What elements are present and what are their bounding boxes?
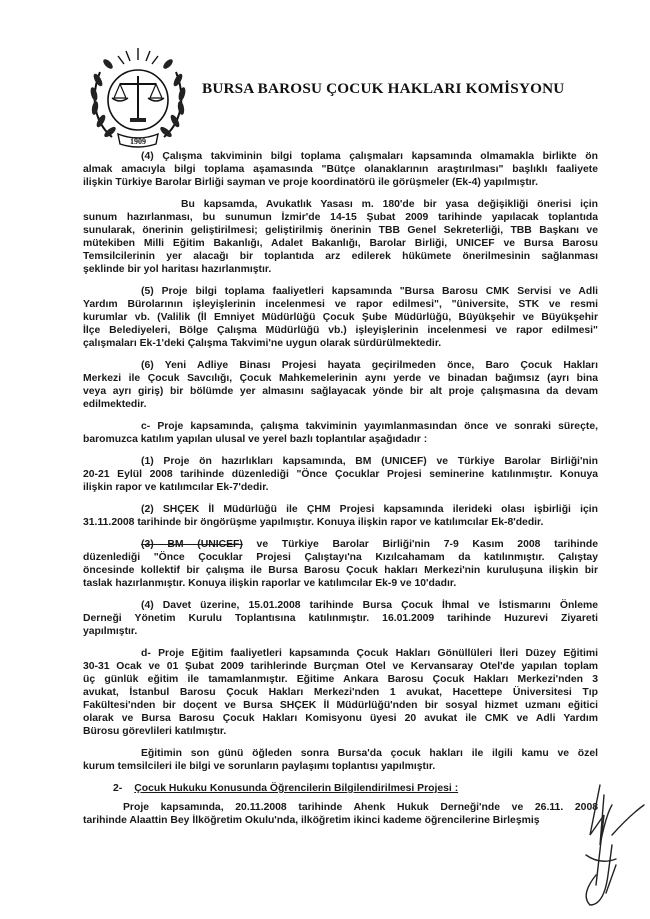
paragraph-line: şeklinde bir yol haritası hazırlanmıştır. xyxy=(83,264,272,275)
paragraph-line xyxy=(83,538,598,551)
paragraph xyxy=(83,285,598,350)
bar-association-seal-icon xyxy=(82,42,194,154)
paragraph-line: yapılmıştır. xyxy=(83,626,138,637)
paragraph-line: sunum hazırlanması, bu sunumun İzmir'de 14-15 Şubat 2009 tarihinde yapılacak toplantıda xyxy=(83,212,598,223)
paragraph-line: ilişkin rapor ve katılımcılar Ek-7'dedir. xyxy=(83,482,269,493)
paragraph-line: sunularak, önerinin geliştirilmesi; geliştirilmiş önerinin TBB Genel Sekreterliği, TBB Başkanı ve xyxy=(83,225,598,236)
paragraph-line: Derneği Yönetim Kurulu Toplantısına katılınmıştır. 16.01.2009 tarihinde Huzurevi Ziyareti xyxy=(83,613,598,624)
line-text: ve Türkiye Barolar Birliği'nin 7-9 Kasım 2008 tarihinde xyxy=(242,539,598,550)
paragraph-line: 31.11.2008 tarihinde bir öngörüşme yapılmıştır. Konuya ilişkin rapor ve katılımcılar Ek-8'dedir. xyxy=(83,517,544,528)
paragraph-line: c- Proje kapsamında, çalışma takviminin yayımlanmasından önce ve sonraki süreçte, xyxy=(141,421,598,432)
paragraph-line: kurum temsilcileri ile bilgi ve sorunların paylaşımı toplantısı yapılmıştır. xyxy=(83,761,436,772)
paragraph-line: almak amacıyla bilgi toplama aşamasında "Bütçe olanaklarının araştırılması" başlıklı faaliyete xyxy=(83,164,598,175)
paragraph-line: tarihinde Alaattin Bey İlköğretim Okulu'nda, ilköğretim ikinci kademe öğrencilerine Birleşmiş xyxy=(83,815,540,826)
paragraph-line: Proje kapsamında, 20.11.2008 tarihinde Ahenk Hukuk Derneği'nde ve 26.11. 2008 xyxy=(123,802,598,813)
paragraph-line: çalışmaları Ek-1'deki Çalışma Takvimi'ne uygun olarak sürdürülmektedir. xyxy=(83,338,442,349)
paragraph-line: olarak ve Bursa Barosu Çocuk Hakları Komisyonu üyesi 20 avukat ile CMK ve Adli Yardım xyxy=(83,713,598,724)
paragraph-line: d- Proje Eğitim faaliyetleri kapsamında Çocuk Hakları Gönüllüleri İleri Düzey Eğitimi xyxy=(141,648,598,659)
paragraph-line: edilmektedir. xyxy=(83,399,147,410)
paragraph xyxy=(83,503,598,529)
paragraph-line: öncesinde kollektif bir çalışma ile Bursa Barosu Çocuk hakları Merkezi'nin kuruluşuna ilişkin bir xyxy=(83,565,598,576)
paragraph-line: Temsilcilerinin yer alacağı bir toplantıda arz edilerek hükümete önerilmesinin sağlanması xyxy=(83,251,598,262)
paragraph-line: (4) Çalışma takviminin bilgi toplama çalışmaları kapsamında olmamakla birlikte ön xyxy=(141,151,598,162)
paragraph-line: veya ayrı giriş) bir bölümde yer almasını sağlayacak yönde bir alt proje çalışmasına da devam xyxy=(83,386,598,397)
paragraph xyxy=(83,747,598,773)
paragraph-line: Merkezi ile Çocuk Savcılığı, Çocuk Mahkemelerinin aynı yerde ve binadan bağımsız (ayrı bina xyxy=(83,373,598,384)
paragraph-line: avukat, İstanbul Barosu Çocuk Hakları Merkezi'nden 1 avukat, Hacettepe Üniversitesi Tıp xyxy=(83,687,598,698)
paragraph-line: Bürosu görevlileri katılmıştır. xyxy=(83,726,227,737)
paragraph-line: İlçe Belediyeleri, Bölge Çalışma Müdürlüğü vb.) işleyişlerinin incelenmesi ve rapor edilmesi" xyxy=(83,325,598,336)
paragraph xyxy=(83,455,598,494)
paragraph xyxy=(83,647,598,738)
paragraph-line: üç günlük eğitim ile tamamlanmıştır. Eğitime Ankara Barosu Çocuk Hakları Merkezi'nden 3 xyxy=(83,674,598,685)
paragraph xyxy=(83,359,598,411)
paragraph-line: Yardım Bürolarının işleyişlerinin incelenmesi ve rapor edilmesi", "üniversite, STK ve resmi xyxy=(83,299,598,310)
paragraph xyxy=(83,538,598,590)
paragraph-line: (4) Davet üzerine, 15.01.2008 tarihinde Bursa Çocuk İhmal ve İstismarını Önleme xyxy=(141,600,598,611)
paragraph-line: Eğitimin son günü öğleden sonra Bursa'da çocuk hakları ile ilgili kamu ve özel xyxy=(141,748,598,759)
paragraph xyxy=(83,420,598,446)
paragraph xyxy=(83,599,598,638)
paragraph-line: baromuzca katılım yapılan ulusal ve yerel bazlı toplantılar aşağıdadır : xyxy=(83,434,428,445)
paragraph xyxy=(83,198,598,276)
paragraph xyxy=(83,150,598,189)
final-paragraph xyxy=(83,801,598,827)
section-title: Çocuk Hukuku Konusunda Öğrencilerin Bilgilendirilmesi Projesi : xyxy=(134,783,459,794)
paragraph-line: 20-21 Eylül 2008 tarihinde düzenlediği "Önce Çocuklar Projesi seminerine katılınmıştır. Konuya xyxy=(83,469,598,480)
paragraph-line: mütekiben Milli Eğitim Bakanlığı, Adalet Bakanlığı, Barolar Birliği, UNICEF ve Bursa Barosu xyxy=(83,238,598,249)
paragraph-line: ilişkin Türkiye Barolar Birliği sayman ve proje koordinatörü ile görüşmeler (Ek-4) yapılmıştır. xyxy=(83,177,539,188)
paragraph-line: kurumlar vb. (Valilik (İl Emniyet Müdürlüğü Çocuk Şube Müdürlüğü, Büyükşehir ve Büyükşehir xyxy=(83,312,598,323)
paragraph-line: Bu kapsamda, Avukatlık Yasası m. 180'de bir yasa değişikliği önerisi için xyxy=(181,199,598,210)
struck-text: (3) BM (UNICEF) xyxy=(141,539,243,550)
document-body xyxy=(83,150,598,836)
paragraph-line: Fakültesi'nden bir doçent ve Bursa SHÇEK İl Müdürlüğü'nden bir sosyal hizmet uzmanı eğitici xyxy=(83,700,598,711)
paragraph-line: (1) Proje ön hazırlıkları kapsamında, BM (UNICEF) ve Türkiye Barolar Birliği'nin xyxy=(141,456,598,467)
paragraph-line: 30-31 Ocak ve 01 Şubat 2009 tarihlerinde Burçman Otel ve Kervansaray Otel'de yapılan toplam xyxy=(83,661,598,672)
paragraph-line: taslak hazırlanmıştır. Konuya ilişkin raporlar ve katılımcılar Ek-9 ve 10'dadır. xyxy=(83,578,457,589)
section-heading xyxy=(83,782,598,795)
paragraph-line: (6) Yeni Adliye Binası Projesi hayata geçirilmeden önce, Baro Çocuk Hakları xyxy=(141,360,598,371)
seal-year: 1909 xyxy=(130,137,146,146)
section-number: 2- xyxy=(113,783,123,794)
paragraph-line: düzenlediği "Önce Çocuklar Projesi Çalıştayı'na Kızılcahamam da katılınmıştır. Çalıştay xyxy=(83,552,598,563)
paragraph-line: (2) SHÇEK İl Müdürlüğü ile ÇHM Projesi kapsamında ilerideki olası işbirliği için xyxy=(141,504,598,515)
paragraph-line: (5) Proje bilgi toplama faaliyetleri kapsamında "Bursa Barosu CMK Servisi ve Adli xyxy=(141,286,598,297)
header-title: BURSA BAROSU ÇOCUK HAKLARI KOMİSYONU xyxy=(202,80,565,97)
handwritten-signature-icon xyxy=(560,775,648,915)
